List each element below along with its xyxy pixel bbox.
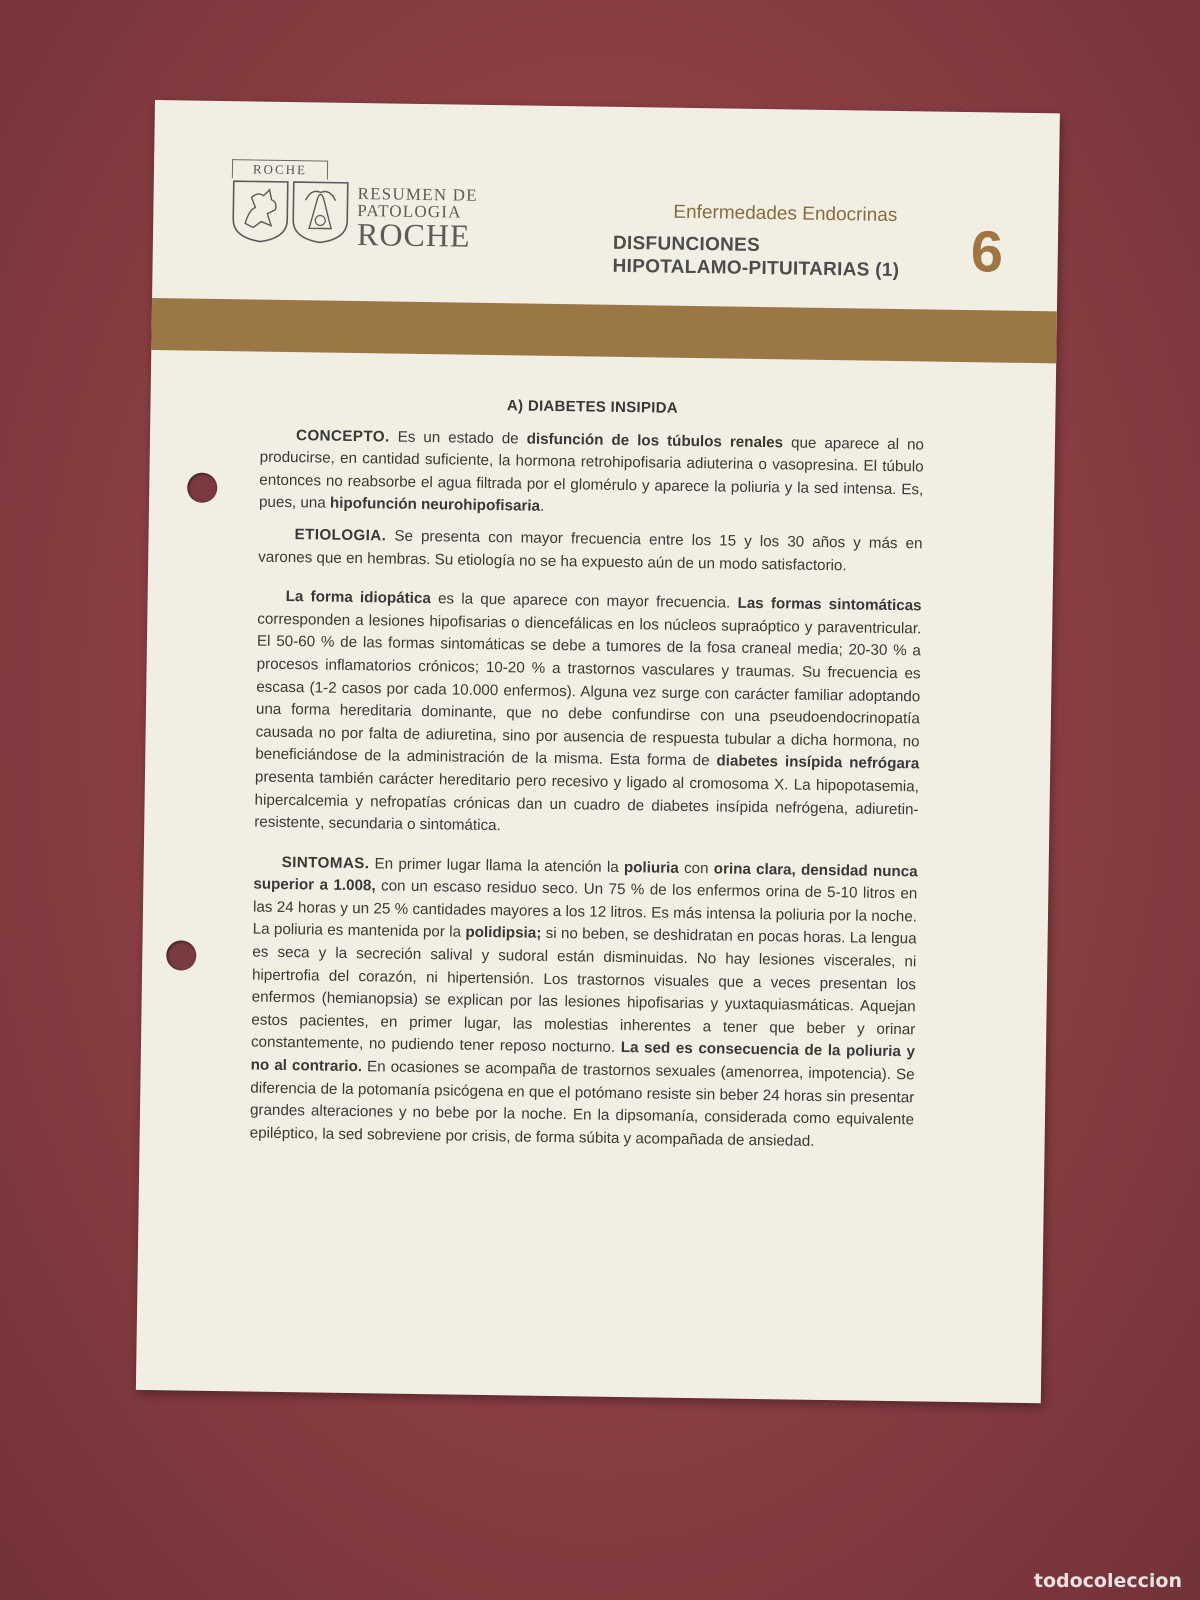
text-run: si no beben, se deshidratan en pocas horas. La lengua es seca y la secreción salival y sudoral están disminuidas. No hay lesiones viscerales, ni hipertrofia del corazón, ni hipertensión. Los trastornos visuales que a veces presentan los enfermos (hemianopsia) se explican por las lesiones hipofisarias y yuxtaquiasmáticas. Aquejan estos pacientes, en primer lugar, las molestias inherentes a tener que beber y orinar constantemente, no pudiendo tener reposo nocturno. (250, 925, 917, 1057)
text-run: En ocasiones se acompaña de trastornos sexuales (amenorrea, impotencia). Se diferencia de la potomanía psicógena en que el potómano resiste sin beber 24 horas sin presentar grandes alteraciones y no bebe por la noche. En la dipsomanía, considerada como equivalente epiléptico, la sed sobreviene por crisis, de forma súbita y acompañada de ansiedad. (249, 1058, 915, 1150)
concepto-heading: CONCEPTO. (295, 426, 390, 446)
text-run: . (539, 498, 545, 516)
roche-logo (231, 159, 502, 263)
bold-run: polidipsia; (465, 924, 542, 943)
bold-run: La forma idiopática (285, 588, 431, 608)
watermark: todocoleccion (1033, 1570, 1182, 1592)
bold-run: disfunción de los túbulos renales (526, 430, 784, 451)
text-run: En primer lugar llama la atención la (369, 854, 625, 876)
logo-line-1: RESUMEN DE (357, 184, 478, 205)
logo-wordmark (356, 184, 478, 254)
bold-run: Las formas sintomáticas (737, 594, 922, 615)
sintomas-heading: SINTOMAS. (281, 853, 370, 872)
text-run: Se presenta con mayor frecuencia entre los 15 y los 30 años y más en varones que en hembras. Su etiología no se ha expuesto aún de un modo satisfactorio. (258, 527, 923, 574)
bold-run: La sed es consecuencia de la poliuria y no al contrario. (250, 1039, 916, 1076)
text-run: corresponden a lesiones hipofisarias o diencefálicas en los núcleos supraóptico y paraventricular. El 50-60 % de las formas sintomáticas se debe a tumores de la fosa craneal media; 20-30 % a procesos inflamatorios crónicos; 10-20 % a trastornos vasculares y traumas. Su frecuencia es escasa (1-2 casos por cada 10.000 enfermos). Alguna vez surge con carácter familiar adoptando una forma hereditaria dominante, que no debe confundirse con una pseudoendocrinopatía causada no por falta de adiuretina, sino por ausencia de respuesta tubular a dicha hormona, no beneficiándose de la administración de la misma. Esta forma de (255, 610, 922, 770)
text-run: presenta también carácter hereditario pero recesivo y ligado al cromosoma X. La hipopotasemia, hipercalcemia y nefropatías crónicas dan un cuadro de diabetes insípida nefrógena, adiuretin-resistente, secundaria o sintomática. (254, 768, 920, 835)
category-label: Enfermedades Endocrinas (673, 201, 898, 227)
header-band (151, 298, 1057, 363)
text-run: con (678, 859, 714, 878)
title-line-1: DISFUNCIONES (612, 232, 761, 256)
paragraph-concepto (259, 424, 924, 524)
text-run: con un escaso residuo seco. Un 75 % de los enfermos orina de 5-10 litros en las 24 horas y un 25 % cantidades mayores a los 12 litros. Es más intensa la poliuria por la noche. La poliuria es mantenida por la (252, 877, 918, 942)
logo-line-3: ROCHE (356, 216, 471, 254)
paragraph-sintomas (250, 851, 918, 1155)
paragraph-etiologia (258, 524, 923, 579)
text-run: es la que aparece con mayor frecuencia. (430, 590, 738, 612)
punch-hole (166, 940, 196, 970)
paragraph-formas (254, 586, 922, 844)
bold-run: poliuria (623, 858, 679, 877)
bold-run: diabetes insípida nefrógara (716, 752, 920, 773)
document-card (136, 100, 1060, 1403)
sheet-number: 6 (970, 219, 1004, 285)
section-title: A) DIABETES INSIPIDA (506, 397, 679, 417)
punch-hole (187, 473, 217, 503)
heraldic-shields-icon (231, 179, 350, 245)
text-run: que aparece al no producirse, en cantidad suficiente, la hormona retrohipofisaria adiuterina o vasopresina. El túbulo entonces no reabsorbe el agua filtrada por el glomérulo y aparece la poliuria y la sed intensa. Es, pues, una (258, 433, 925, 513)
title-line-2: HIPOTALAMO-PITUITARIAS (1) (612, 255, 900, 282)
bold-run: hipofunción neurohipofisaria (329, 495, 541, 516)
text-run: Es un estado de (389, 428, 527, 448)
document-body (249, 392, 924, 1164)
bold-run: orina clara, densidad nunca superior a 1.008, (253, 860, 918, 895)
logo-tab: ROCHE (232, 159, 328, 179)
logo-line-2: PATOLOGIA (357, 201, 462, 222)
etiologia-heading: ETIOLOGIA. (294, 526, 387, 545)
